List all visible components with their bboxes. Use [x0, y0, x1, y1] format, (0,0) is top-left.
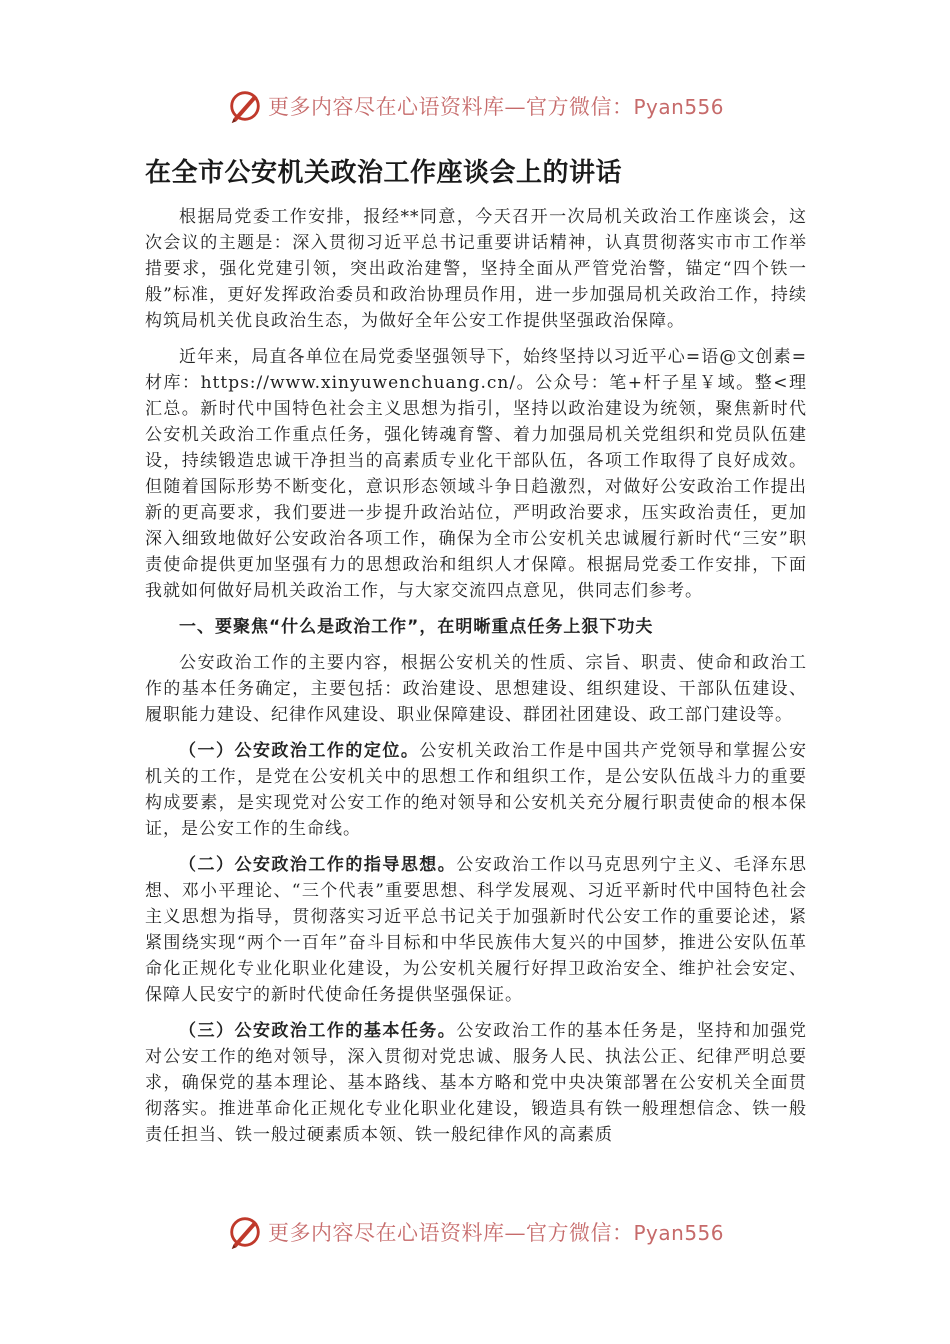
paragraph-intro: 根据局党委工作安排，报经**同意，今天召开一次局机关政治工作座谈会，这次会议的主题是：深入贯彻习近平总书记重要讲话精神，认真贯彻落实市市工作举措要求，强化党建引领，突出政治建警，坚持全面从严管党治警，锚定“四个铁一般”标准，更好发挥政治委员和政治协理员作用，进一步加强局机关政治工作，持续构筑局机关优良政治生态，为做好全年公安工作提供坚强政治保障。 — [145, 207, 807, 331]
document-body — [145, 204, 807, 1158]
header-watermark-banner — [0, 84, 950, 128]
banner-text — [268, 91, 724, 121]
subsection-heading: （二）公安政治工作的指导思想。 — [179, 855, 457, 875]
banner-wechat-id: Pyan556 — [633, 1221, 724, 1245]
subsection-basic-tasks — [145, 1018, 807, 1148]
banner-label: 更多内容尽在心语资料库—官方微信： — [267, 1221, 634, 1245]
subsection-heading: （一）公安政治工作的定位。 — [179, 741, 420, 761]
subsection-positioning — [145, 738, 807, 842]
subsection-guiding-ideology — [145, 852, 807, 1008]
banner-label: 更多内容尽在心语资料库—官方微信： — [267, 95, 634, 119]
pen-logo-icon — [226, 87, 264, 125]
banner-wechat-id: Pyan556 — [633, 95, 724, 119]
subsection-text: 公安政治工作以马克思列宁主义、毛泽东思想、邓小平理论、“三个代表”重要思想、科学发展观、习近平新时代中国特色社会主义思想为指导，贯彻落实习近平总书记关于加强新时代公安工作的重要论述，紧紧围绕实现“两个一百年”奋斗目标和中华民族伟大复兴的中国梦，推进公安队伍革命化正规化专业化职业化建设，为公安机关履行好捍卫政治安全、维护社会安定、保障人民安宁的新时代使命任务提供坚强保证。 — [145, 855, 808, 1005]
subsection-heading: （三）公安政治工作的基本任务。 — [179, 1021, 457, 1041]
pen-logo-icon — [226, 1213, 264, 1251]
subsection-text: 公安政治工作的基本任务是，坚持和加强党对公安工作的绝对领导，深入贯彻对党忠诚、服务人民、执法公正、纪律严明总要求，确保党的基本理论、基本路线、基本方略和党中央决策部署在公安机关全面贯彻落实。推进革命化正规化专业化职业化建设，锻造具有铁一般理想信念、铁一般责任担当、铁一般过硬素质本领、铁一般纪律作风的高素质 — [145, 1021, 808, 1145]
subsection-text: 公安机关政治工作是中国共产党领导和掌握公安机关的工作，是党在公安机关中的思想工作和组织工作，是公安队伍战斗力的重要构成要素，是实现党对公安工作的绝对领导和公安机关充分履行职责使命的根本保证，是公安工作的生命线。 — [145, 741, 808, 839]
document-title: 在全市公安机关政治工作座谈会上的讲话 — [145, 158, 623, 188]
paragraph-background: 近年来，局直各单位在局党委坚强领导下，始终坚持以习近平心=语@文创素=材库：https://www.xinyuwenchuang.cn/。公众号：笔+杆子星￥域。整<理汇总。新时代中国特色社会主义思想为指引，坚持以政治建设为统领，聚焦新时代公安机关政治工作重点任务，强化铸魂育警、着力加强局机关党组织和党员队伍建设，持续锻造忠诚干净担当的高素质专业化干部队伍，各项工作取得了良好成效。但随着国际形势不断变化，意识形态领域斗争日趋激烈，对做好公安政治工作提出新的更高要求，我们要进一步提升政治站位，严明政治要求，压实政治责任，更加深入细致地做好公安政治各项工作，确保为全市公安机关忠诚履行新时代“三安”职责使命提供更加坚强有力的思想政治和组织人才保障。根据局党委工作安排，下面我就如何做好局机关政治工作，与大家交流四点意见，供同志们参考。 — [145, 347, 807, 601]
banner-text — [268, 1217, 724, 1247]
section-heading-1: 一、要聚焦“什么是政治工作”，在明晰重点任务上狠下功夫 — [179, 617, 654, 637]
paragraph-main-content: 公安政治工作的主要内容，根据公安机关的性质、宗旨、职责、使命和政治工作的基本任务确定，主要包括：政治建设、思想建设、组织建设、干部队伍建设、履职能力建设、纪律作风建设、职业保障建设、群团社团建设、政工部门建设等。 — [145, 653, 807, 725]
footer-watermark-banner — [0, 1210, 950, 1254]
